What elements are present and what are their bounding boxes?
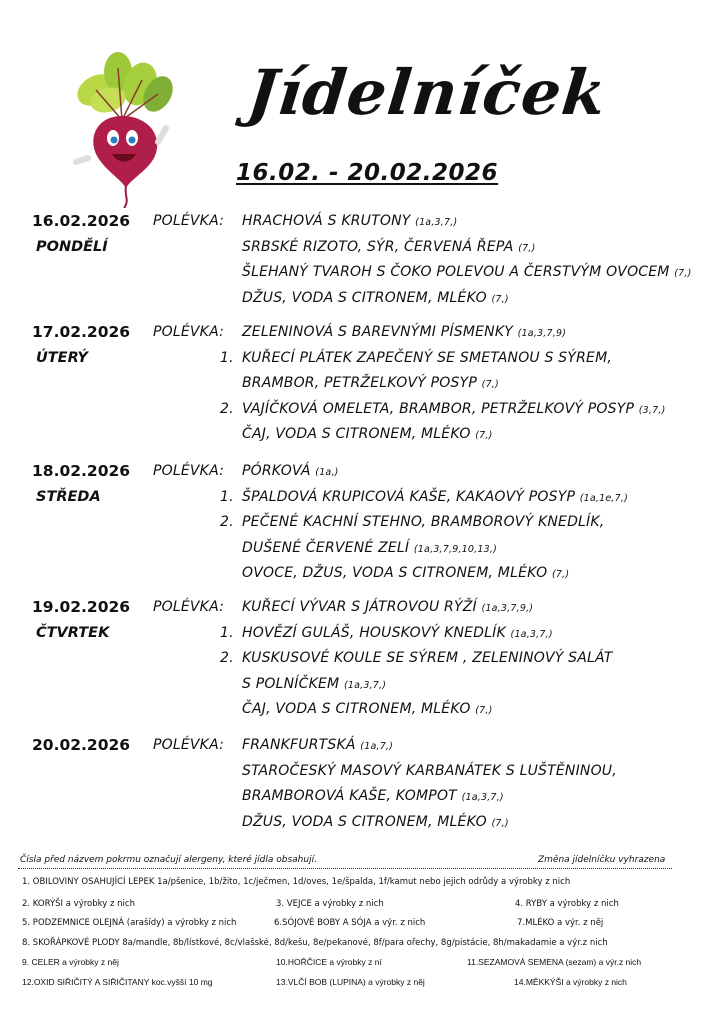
dish-name: KUSKUSOVÉ KOULE SE SÝREM , ZELENINOVÝ SALÁT bbox=[242, 650, 613, 666]
allergen-codes: (1a,3,7,) bbox=[461, 792, 504, 803]
soup-item bbox=[242, 599, 533, 615]
dish-name: BRAMBOR, PETRŽELKOVÝ POSYP bbox=[242, 375, 477, 391]
allergen-item: 9. CELER a výrobky z něj bbox=[22, 957, 119, 967]
beet-body bbox=[93, 116, 157, 188]
day-name: PONDĚLÍ bbox=[36, 239, 108, 255]
allergen-item: 1. OBILOVINY OSAHUJÍCÍ LEPEK 1a/pšenice, 1b/žito, 1c/ječmen, 1d/oves, 1e/špalda, 1f/kamut nebo jejich odrůdy a výrobky z nich bbox=[22, 877, 571, 887]
soup-item bbox=[242, 463, 339, 479]
soup-label: POLÉVKA: bbox=[153, 599, 225, 615]
dish-name: HRACHOVÁ S KRUTONY bbox=[242, 213, 411, 229]
menu-item bbox=[242, 565, 569, 581]
legend-note: Čísla před názvem pokrmu označují alergeny, které jídla obsahují. bbox=[20, 855, 317, 865]
menu-item bbox=[220, 650, 613, 666]
menu-item bbox=[242, 290, 509, 306]
allergen-codes: (1a,3,7,) bbox=[343, 679, 387, 691]
allergen-codes: (7,) bbox=[518, 242, 536, 254]
dish-name: ČAJ, VODA S CITRONEM, MLÉKO bbox=[242, 701, 471, 717]
day-date: 20.02.2026 bbox=[32, 736, 131, 754]
day-date: 18.02.2026 bbox=[32, 462, 131, 480]
dish-name: ŠLEHANÝ TVAROH S ČOKO POLEVOU A ČERSTVÝM OVOCEM bbox=[242, 264, 670, 280]
menu-item bbox=[242, 375, 499, 391]
allergen-codes: (3,7,) bbox=[638, 404, 666, 416]
dish-name: KUŘECÍ VÝVAR S JÁTROVOU RÝŽÍ bbox=[242, 599, 477, 615]
menu-item bbox=[242, 239, 536, 255]
dish-name: ČAJ, VODA S CITRONEM, MLÉKO bbox=[242, 426, 471, 442]
dish-name: ŠPALDOVÁ KRUPICOVÁ KAŠE, KAKAOVÝ POSYP bbox=[242, 488, 576, 505]
dish-name: DŽUS, VODA S CITRONEM, MLÉKO bbox=[242, 813, 487, 830]
allergen-codes: (7,) bbox=[475, 430, 493, 441]
day-name: ÚTERÝ bbox=[36, 350, 88, 366]
soup-label: POLÉVKA: bbox=[153, 213, 225, 229]
dish-name: STAROČESKÝ MASOVÝ KARBANÁTEK S LUŠTĚNINOU, bbox=[242, 762, 617, 779]
day-name: STŘEDA bbox=[36, 489, 101, 505]
allergen-codes: (1a,3,7,) bbox=[510, 628, 553, 640]
dish-name: BRAMBOROVÁ KAŠE, KOMPOT bbox=[242, 788, 457, 804]
soup-item bbox=[242, 737, 393, 753]
allergen-item: 8. SKOŘÁPKOVÉ PLODY 8a/mandle, 8b/lístkové, 8c/vlašské, 8d/kešu, 8e/pekanové, 8f/para ořechy, 8g/pistácie, 8h/makadamie a výr.z nich bbox=[22, 938, 608, 948]
soup-label: POLÉVKA: bbox=[153, 324, 225, 340]
allergen-codes: (1a,3,7,) bbox=[415, 217, 458, 228]
dish-name: VAJÍČKOVÁ OMELETA, BRAMBOR, PETRŽELKOVÝ POSYP bbox=[242, 400, 635, 417]
menu-option-number: 1. bbox=[220, 488, 234, 505]
dish-name: OVOCE, DŽUS, VODA S CITRONEM, MLÉKO bbox=[242, 565, 548, 581]
dish-name: PÓRKOVÁ bbox=[242, 463, 311, 479]
allergen-codes: (7,) bbox=[674, 268, 692, 279]
dish-name: DUŠENÉ ČERVENÉ ZELÍ bbox=[242, 539, 410, 556]
dish-name: HOVĚZÍ GULÁŠ, HOUSKOVÝ KNEDLÍK bbox=[242, 624, 506, 641]
menu-item bbox=[242, 701, 493, 717]
menu-option-number: 1. bbox=[220, 349, 234, 366]
menu-item bbox=[220, 350, 612, 366]
allergen-codes: (7,) bbox=[481, 379, 499, 390]
menu-item bbox=[242, 426, 493, 442]
dish-name: KUŘECÍ PLÁTEK ZAPEČENÝ SE SMETANOU S SÝREM, bbox=[242, 349, 612, 366]
allergen-item: 3. VEJCE a výrobky z nich bbox=[276, 899, 384, 909]
menu-change-note: Změna jídelníčku vyhrazena bbox=[538, 855, 666, 865]
leaves bbox=[72, 52, 178, 120]
page-title: Jídelníček bbox=[244, 56, 610, 129]
menu-item bbox=[220, 514, 604, 530]
day-date: 16.02.2026 bbox=[32, 212, 131, 230]
menu-item bbox=[242, 788, 504, 804]
allergen-codes: (7,) bbox=[491, 293, 509, 305]
allergen-codes: (1a,) bbox=[315, 467, 339, 478]
dish-name: DŽUS, VODA S CITRONEM, MLÉKO bbox=[242, 289, 487, 306]
menu-item bbox=[220, 489, 628, 505]
menu-option-number: 2. bbox=[220, 514, 234, 530]
allergen-codes: (7,) bbox=[552, 569, 570, 580]
allergen-codes: (1a,3,7,9,10,13,) bbox=[413, 543, 497, 555]
dish-name: ZELENINOVÁ S BAREVNÝMI PÍSMENKY bbox=[242, 324, 513, 340]
allergen-item: 7.MLÉKO a výr. z něj bbox=[517, 918, 604, 928]
menu-option-number: 2. bbox=[220, 400, 234, 417]
menu-item bbox=[242, 264, 692, 280]
allergen-item: 11.SEZAMOVÁ SEMENA (sezam) a výr.z nich bbox=[467, 957, 642, 967]
soup-label: POLÉVKA: bbox=[153, 463, 225, 479]
allergen-item: 10.HOŘČICE a výrobky z ní bbox=[276, 957, 382, 967]
allergen-codes: (7,) bbox=[475, 705, 493, 716]
menu-item bbox=[220, 401, 666, 417]
menu-item bbox=[242, 676, 386, 692]
allergen-codes: (1a,3,7,9) bbox=[517, 328, 567, 339]
menu-item bbox=[242, 540, 497, 556]
allergen-codes: (1a,7,) bbox=[360, 741, 394, 752]
soup-label: POLÉVKA: bbox=[153, 737, 225, 753]
allergen-item: 5. PODZEMNICE OLEJNÁ (arašídy) a výrobky z nich bbox=[22, 918, 237, 928]
allergen-item: 4. RYBY a výrobky z nich bbox=[515, 899, 619, 909]
day-name: ČTVRTEK bbox=[36, 625, 110, 641]
allergen-item: 2. KORÝŠI a výrobky z nich bbox=[22, 899, 135, 909]
allergen-legend bbox=[18, 852, 672, 987]
legend-header bbox=[18, 852, 672, 869]
allergen-item: 12.OXID SIŘIČITÝ A SIŘIČITANY koc.vyšší 10 mg bbox=[22, 977, 213, 987]
allergen-codes: (1a,3,7,9,) bbox=[481, 603, 534, 614]
allergen-codes: (1a,1e,7,) bbox=[579, 492, 629, 504]
dish-name: PEČENÉ KACHNÍ STEHNO, BRAMBOROVÝ KNEDLÍK, bbox=[242, 514, 605, 530]
day-date: 19.02.2026 bbox=[32, 598, 131, 616]
menu-item bbox=[220, 625, 553, 641]
date-range: 16.02. - 20.02.2026 bbox=[236, 160, 499, 186]
beetroot-mascot-logo bbox=[66, 50, 178, 208]
dish-name: S POLNÍČKEM bbox=[242, 675, 340, 692]
day-date: 17.02.2026 bbox=[32, 323, 131, 341]
menu-option-number: 1. bbox=[220, 624, 234, 641]
allergen-codes: (7,) bbox=[491, 817, 509, 829]
menu-option-number: 2. bbox=[220, 650, 234, 666]
allergen-item: 6.SÓJOVÉ BOBY A SÓJA a výr. z nich bbox=[274, 918, 426, 928]
allergen-item: 13.VLČÍ BOB (LUPINA) a výrobky z něj bbox=[276, 977, 425, 987]
dish-name: SRBSKÉ RIZOTO, SÝR, ČERVENÁ ŘEPA bbox=[242, 238, 514, 255]
soup-item bbox=[242, 213, 457, 229]
dish-name: FRANKFURTSKÁ bbox=[242, 737, 356, 753]
soup-item bbox=[242, 324, 566, 340]
menu-item bbox=[242, 814, 509, 830]
menu-item bbox=[242, 763, 617, 779]
allergen-item: 14.MĚKKÝŠI a výrobky z nich bbox=[514, 977, 627, 987]
